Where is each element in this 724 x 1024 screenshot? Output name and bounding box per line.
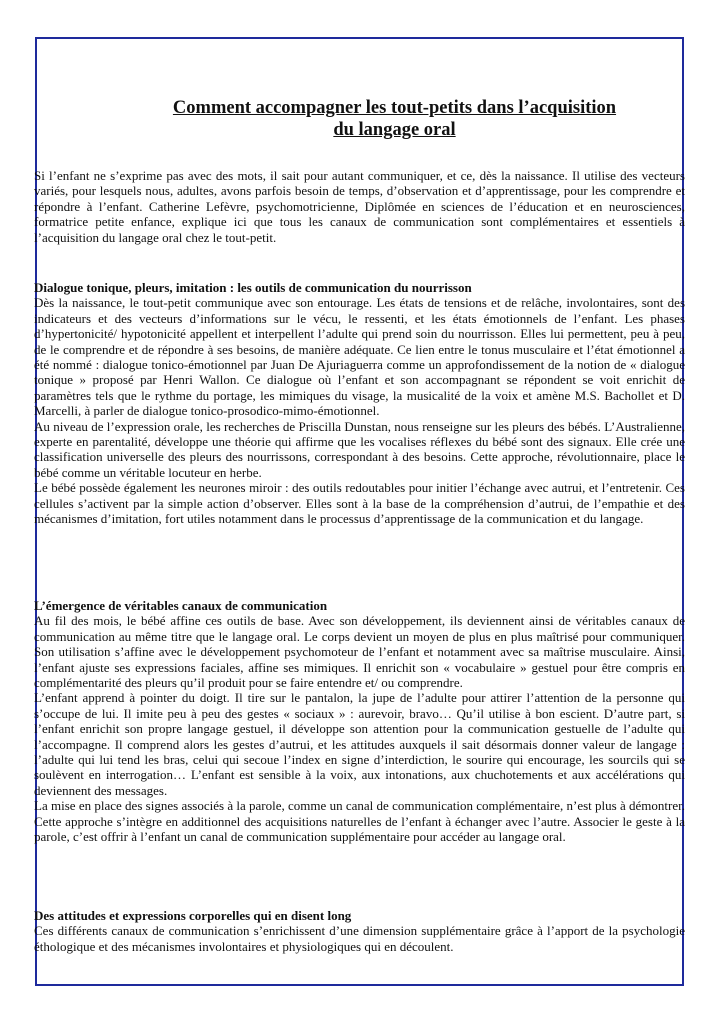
intro-paragraph: Si l’enfant ne s’exprime pas avec des mots, il sait pour autant communiquer, et ce, dès la naissance. Il utilise des vecteurs variés, pour lesquels nous, adultes, avons parfois besoin de temps, d’observation et d’apprentissage, pour les comprendre et répondre à l’enfant. Catherine Lefèvre, psychomotricienne, Diplômée en sciences de l’éducation et en neurosciences, formatrice petite enfance, explique ici que tous les canaux de communication sont complémentaires et essentiels à l’acquisition du langage oral chez le tout-petit. [34, 168, 685, 245]
section-attitudes-corporelles [34, 908, 685, 954]
section-heading: Des attitudes et expressions corporelles qui en disent long [34, 908, 352, 923]
section-paragraph: La mise en place des signes associés à la parole, comme un canal de communication complémentaire, n’est plus à démontrer. Cette approche s’intègre en additionnel des acquisitions naturelles de l’enfant à échanger avec l’autre. Associer le geste à la parole, c’est offrir à l’enfant un canal de communication supplémentaire pour accéder au langage oral. [34, 798, 685, 845]
section-paragraph: L’enfant apprend à pointer du doigt. Il tire sur le pantalon, la jupe de l’adulte pour attirer l’attention de la personne qui s’occupe de lui. Il imite peu à peu des gestes « sociaux » : aurevoir, bravo… Qu’il utilise à bon escient. D’autre part, si l’enfant enrichit son propre langage gestuel, il développe son attention pour la communication gestuelle de l’adulte qui l’accompagne. Il comprend alors les gestes d’autrui, et les attitudes auxquels il sait désormais donner valeur de langage : l’adulte qui lui tend les bras, celui qui secoue l’index en signe d’interdiction, le sourire qui encourage, les sourcils qui se soulèvent en interrogation… L’enfant est sensible à la voix, aux intonations, aux chuchotements et aux accélérations qui deviennent des messages. [34, 690, 685, 798]
title-line-2: du langage oral [333, 120, 456, 140]
section-paragraph: Dès la naissance, le tout-petit communique avec son entourage. Les états de tensions et de relâche, involontaires, sont des indicateurs et des vecteurs d’informations sur le vécu, le ressenti, et les états émotionnels de l’enfant. Les phases d’hypertonicité/ hypotonicité appellent et interpellent l’adulte qui prend soin du nourrisson. Elles lui permettent, peu à peu, de le comprendre et de répondre à ses besoins, de manière adéquate. Ce lien entre le tonus musculaire et l’état émotionnel a été nommé : dialogue tonico-émotionnel par Juan De Ajuriaguerra comme un approfondissement de la notion de « dialogue tonique » proposé par Henri Wallon. Ce dialogue où l’enfant et son accompagnant se répondent se voit enrichit de paramètres tels que le rythme du portage, les mimiques du visage, la musicalité de la voix et amène M.S. Bachollet et D. Marcelli, à parler de dialogue tonico-prosodico-mimo-émotionnel. [34, 295, 685, 419]
section-canaux-communication [34, 598, 685, 845]
section-paragraph: Au niveau de l’expression orale, les recherches de Priscilla Dunstan, nous renseigne sur les pleurs des bébés. L’Australienne, experte en parentalité, développe une théorie qui affirme que les vocalises réflexes du bébé sont des signaux. Elle crée une classification universelle des pleurs des nourrissons, correspondant à des besoins. Cette approche, révolutionnaire, place le bébé comme un véritable locuteur en herbe. [34, 418, 685, 480]
section-dialogue-tonique [34, 280, 685, 527]
section-paragraph: Au fil des mois, le bébé affine ces outils de base. Avec son développement, ils deviennent ainsi de véritables canaux de communication au même titre que le langage oral. Le corps devient un moyen de plus en plus maîtrisé pour communiquer. Son utilisation s’affine avec le développement psychomoteur de l’enfant et notamment avec sa maîtrise musculaire. Ainsi, l’enfant ajuste ses expressions faciales, affine ses mimiques. Il enrichit son « vocabulaire » gestuel pour être compris en complémentarité des pleurs qu’il produit pour se faire entendre et/ ou comprendre. [34, 613, 685, 691]
title-line-1: Comment accompagner les tout-petits dans l’acquisition [172, 98, 617, 118]
section-heading: L’émergence de véritables canaux de communication [34, 598, 328, 613]
section-paragraph: Ces différents canaux de communication s’enrichissent d’une dimension supplémentaire grâce à l’apport de la psychologie éthologique et des mécanismes involontaires et physiologiques qui en découlent. [34, 923, 685, 954]
section-paragraph: Le bébé possède également les neurones miroir : des outils redoutables pour initier l’échange avec autrui, et l’entretenir. Ces cellules s’activent par la simple action d’observer. Elles sont à la base de la compréhension d’autrui, de l’empathie et des mécanismes d’imitation, fort utiles notamment dans le processus d’apprentissage de la communication et du langage. [34, 480, 685, 527]
section-heading: Dialogue tonique, pleurs, imitation : les outils de communication du nourrisson [34, 280, 472, 295]
document-title [104, 97, 685, 141]
